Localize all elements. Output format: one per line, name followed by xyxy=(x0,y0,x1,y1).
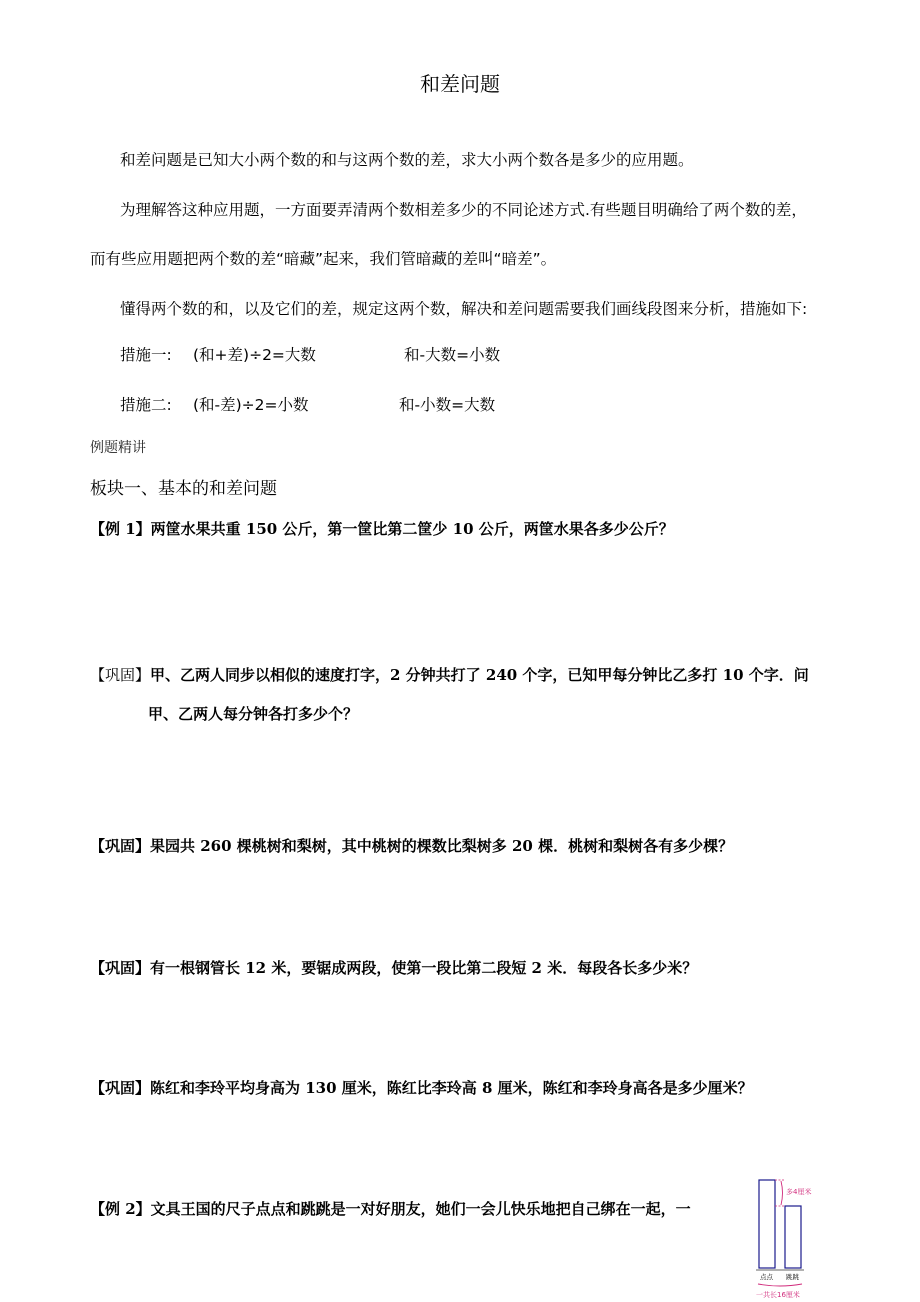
problem-6-text: 文具王国的尺子点点和跳跳是一对好朋友，她们一会儿快乐地把自己绑在一起，一 xyxy=(150,1200,691,1218)
diff-brace xyxy=(781,1181,783,1205)
problem-2-continued: 甲、乙两人每分钟各打多少个？ xyxy=(148,705,359,723)
problem-3-tag: 【巩固】 xyxy=(90,837,151,855)
problem-3 xyxy=(90,835,733,856)
intro-paragraph-2: 为理解答这种应用题，一方面要弄清两个数相差多少的不同论述方式.有些题目明确给了两个数的差， xyxy=(120,201,807,219)
problem-4-tag: 【巩固】 xyxy=(90,959,151,977)
intro-paragraph-1: 和差问题是已知大小两个数的和与这两个数的差，求大小两个数各是多少的应用题。 xyxy=(120,151,694,169)
problem-5-text: 陈红和李玲平均身高为 130 厘米，陈红比李玲高 8 厘米，陈红和李玲身高各是多少厘米？ xyxy=(150,1079,753,1097)
problem-4 xyxy=(90,957,697,978)
section-heading: 板块一、基本的和差问题 xyxy=(90,479,277,499)
ruler-diagram xyxy=(750,1176,830,1302)
method-1-label: 措施一: xyxy=(120,346,172,364)
method-2-formula-2: 和-小数=大数 xyxy=(399,396,496,414)
method-2-formula-1: (和-差)÷2=小数 xyxy=(193,396,309,414)
total-label: 一共长16厘米 xyxy=(756,1291,800,1299)
section-label: 例题精讲 xyxy=(90,440,146,456)
method-1-formula-1: (和+差)÷2=大数 xyxy=(193,346,316,364)
total-brace xyxy=(758,1284,802,1286)
page-title: 和差问题 xyxy=(420,72,500,96)
problem-5 xyxy=(90,1077,753,1098)
method-2-label: 措施二: xyxy=(120,396,172,414)
problem-3-text: 果园共 260 棵桃树和梨树，其中桃树的棵数比梨树多 20 棵．桃树和梨树各有多少棵？ xyxy=(150,837,734,855)
left-ruler-bar xyxy=(759,1180,775,1268)
problem-6-tag: 【例 2】 xyxy=(90,1200,151,1218)
method-1-formula-2: 和-大数=小数 xyxy=(404,346,501,364)
problem-5-tag: 【巩固】 xyxy=(90,1079,151,1097)
problem-2-text: 甲、乙两人同步以相似的速度打字，2 分钟共打了 240 个字，已知甲每分钟比乙多打 10 个字．问 xyxy=(150,666,809,684)
problem-1-text: 两筐水果共重 150 公斤，第一筐比第二筐少 10 公斤，两筐水果各多少公斤？ xyxy=(150,520,674,538)
problem-2-tag: 【巩固】 xyxy=(90,666,151,684)
problem-1-tag: 【例 1】 xyxy=(90,520,151,538)
problem-4-text: 有一根钢管长 12 米，要锯成两段，使第一段比第二段短 2 米．每段各长多少米？ xyxy=(150,959,698,977)
intro-paragraph-4: 懂得两个数的和，以及它们的差，规定这两个数，解决和差问题需要我们画线段图来分析，措施如下: xyxy=(120,300,808,318)
diff-label: 多4厘米 xyxy=(786,1188,812,1196)
right-ruler-label: 跳跳 xyxy=(786,1273,799,1281)
right-ruler-bar xyxy=(785,1206,801,1268)
problem-1 xyxy=(90,518,674,539)
intro-paragraph-3: 而有些应用题把两个数的差“暗藏”起来，我们管暗藏的差叫“暗差”。 xyxy=(90,250,557,268)
problem-6 xyxy=(90,1198,691,1219)
left-ruler-label: 点点 xyxy=(760,1273,773,1281)
problem-2 xyxy=(90,664,809,685)
